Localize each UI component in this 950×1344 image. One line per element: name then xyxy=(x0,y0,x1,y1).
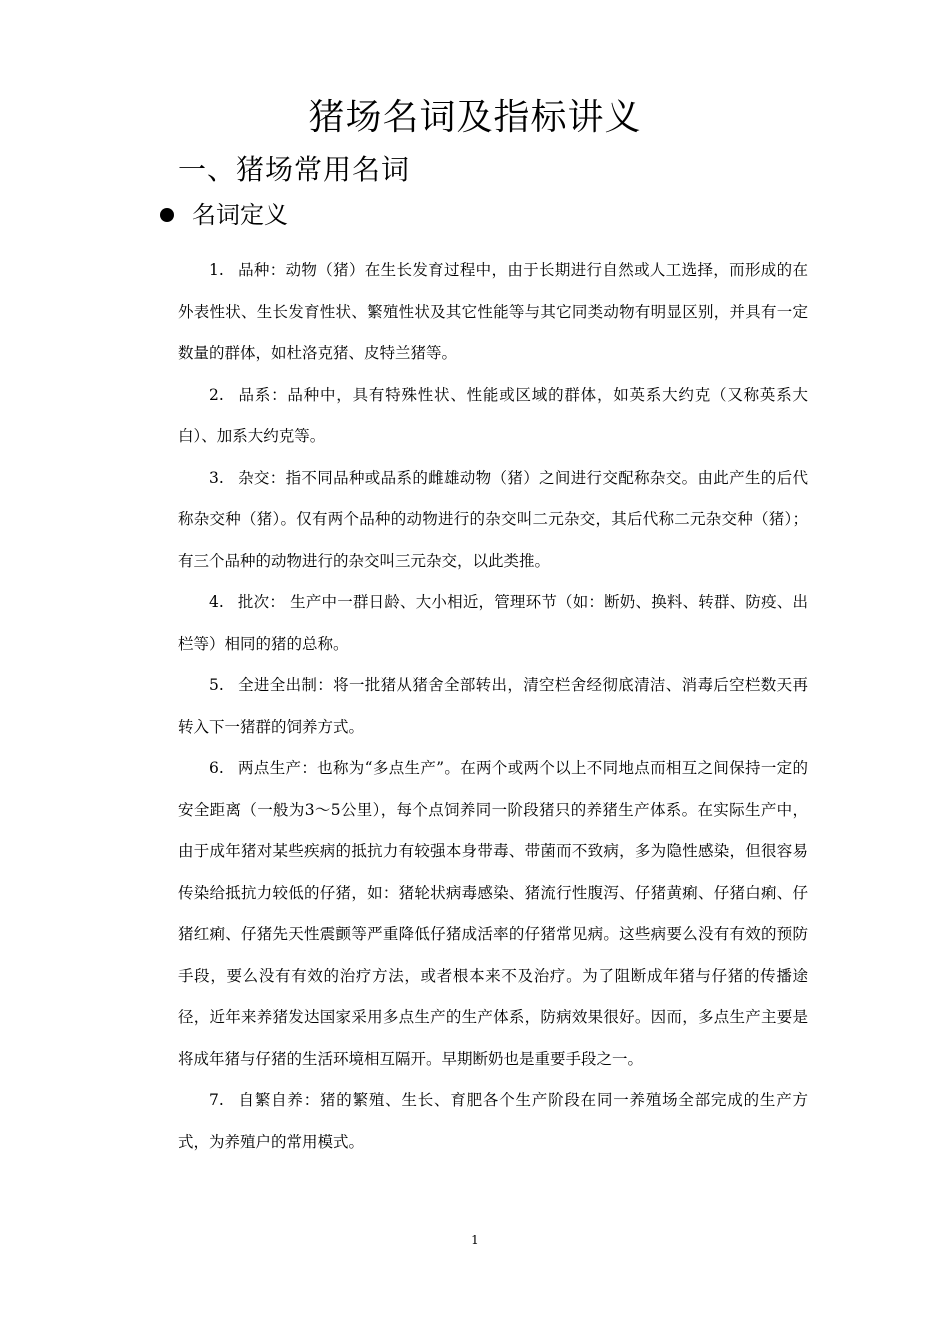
item-number: 6. xyxy=(209,759,224,777)
definitions-list xyxy=(178,250,808,1163)
sub-heading-label: 名词定义 xyxy=(192,201,288,229)
sub-heading xyxy=(160,198,288,232)
item-number: 7. xyxy=(209,1091,224,1109)
item-number: 4. xyxy=(209,593,224,611)
section-heading: 一、猪场常用名词 xyxy=(178,153,411,186)
item-number: 3. xyxy=(209,468,224,487)
list-item xyxy=(178,375,808,458)
item-text: 品系：品种中，具有特殊性状、性能或区域的群体，如英系大约克（又称英系大白）、加系大约克等。 xyxy=(178,385,808,445)
list-item xyxy=(178,582,808,665)
list-item xyxy=(178,1080,808,1163)
bullet-icon xyxy=(160,208,174,222)
item-text: 品种：动物（猪）在生长发育过程中，由于长期进行自然或人工选择，而形成的在外表性状、生长发育性状、繁殖性状及其它性能等与其它同类动物有明显区别，并具有一定数量的群体，如杜洛克猪、皮特兰猪等。 xyxy=(178,261,808,362)
document-title: 猪场名词及指标讲义 xyxy=(308,97,642,138)
page-number: 1 xyxy=(471,1233,479,1247)
list-item xyxy=(178,665,808,748)
list-item xyxy=(178,458,808,583)
list-item xyxy=(178,748,808,1080)
item-text: 两点生产：也称为“多点生产”。在两个或两个以上不同地点而相互之间保持一定的安全距离（一般为3～5公里），每个点饲养同一阶段猪只的养猪生产体系。在实际生产中，由于成年猪对某些疾病的抵抗力有较强本身带毒、带菌而不致病，多为隐性感染，但很容易传染给抵抗力较低的仔猪，如：猪轮状病毒感染、猪流行性腹泻、仔猪黄痢、仔猪白痢、仔猪红痢、仔猪先天性震颤等严重降低仔猪成活率的仔猪常见病。这些病要么没有有效的预防手段，要么没有有效的治疗方法，或者根本来不及治疗。为了阻断成年猪与仔猪的传播途径，近年来养猪发达国家采用多点生产的生产体系，防病效果很好。因而，多点生产主要是将成年猪与仔猪的生活环境相互隔开。早期断奶也是重要手段之一。 xyxy=(178,759,808,1068)
item-number: 1. xyxy=(209,261,224,279)
item-text: 批次： 生产中一群日龄、大小相近，管理环节（如：断奶、换料、转群、防疫、出栏等）相同的猪的总称。 xyxy=(178,593,808,653)
item-number: 2. xyxy=(209,385,224,404)
item-text: 全进全出制：将一批猪从猪舍全部转出，清空栏舍经彻底清洁、消毒后空栏数天再转入下一猪群的饲养方式。 xyxy=(178,676,808,736)
list-item xyxy=(178,250,808,375)
item-number: 5. xyxy=(209,676,224,694)
item-text: 自繁自养：猪的繁殖、生长、育肥各个生产阶段在同一养殖场全部完成的生产方式，为养殖户的常用模式。 xyxy=(178,1091,808,1151)
item-text: 杂交：指不同品种或品系的雌雄动物（猪）之间进行交配称杂交。由此产生的后代称杂交种（猪）。仅有两个品种的动物进行的杂交叫二元杂交，其后代称二元杂交种（猪）；有三个品种的动物进行的杂交叫三元杂交，以此类推。 xyxy=(178,468,808,570)
